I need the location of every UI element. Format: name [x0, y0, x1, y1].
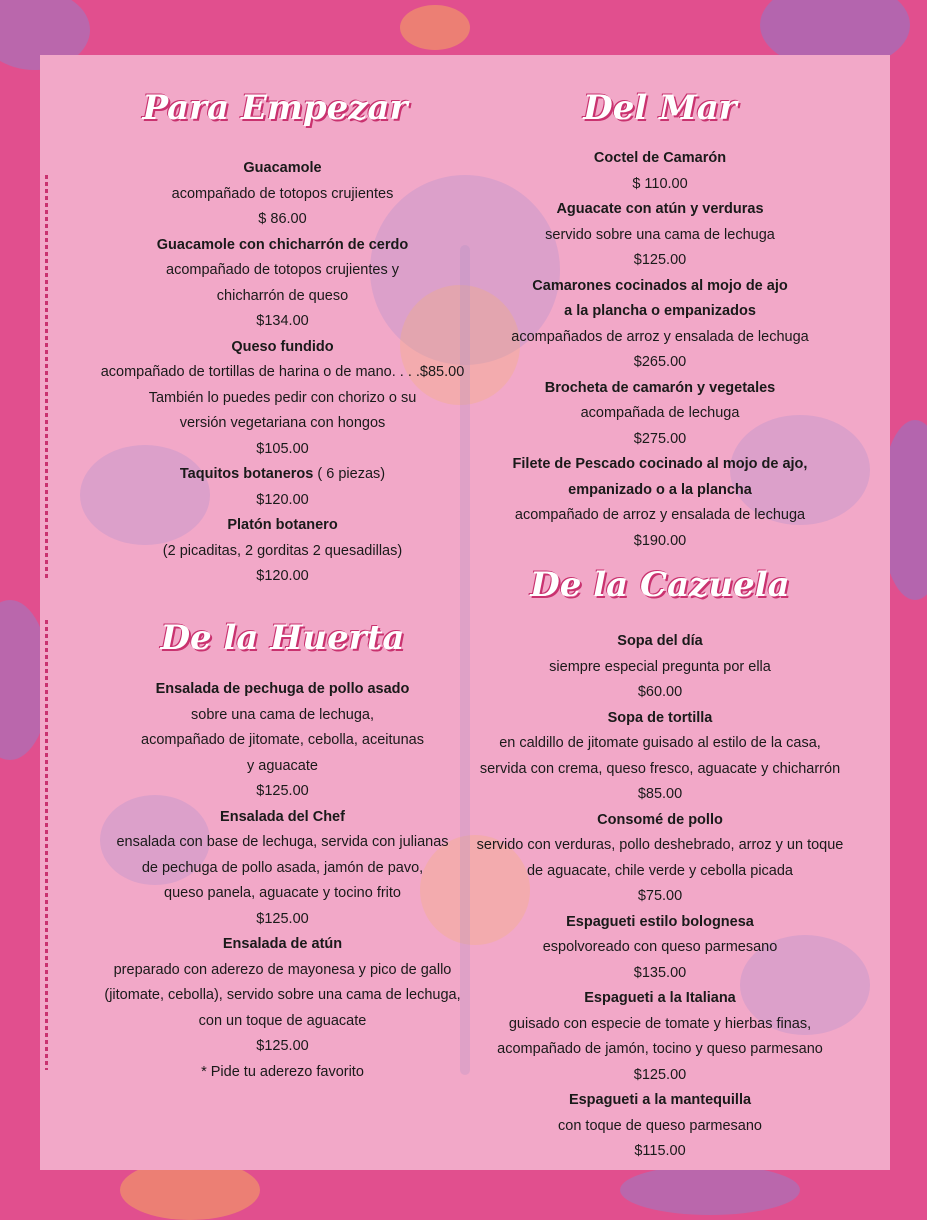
- menu-item-line: [45, 411, 520, 437]
- menu-line-text: $275.00: [633, 430, 687, 447]
- menu-line-text: acompañado de arroz y ensalada de lechuga: [514, 507, 806, 523]
- menu-line-text: $265.00: [633, 354, 687, 370]
- menu-item-line: [455, 1114, 865, 1140]
- menu-item-line: [455, 1012, 865, 1038]
- menu-item-line: [455, 1063, 865, 1089]
- menu-line-text: (jitomate, cebolla), servido sobre una cama de lechuga,: [104, 987, 461, 1003]
- menu-item-name: [455, 452, 865, 478]
- menu-item-line: [45, 856, 520, 882]
- menu-item-line: [455, 1037, 865, 1063]
- menu-item-line: [455, 223, 865, 249]
- menu-item-line: [45, 779, 520, 805]
- menu-item-name: [45, 462, 520, 488]
- menu-item-line: [455, 248, 865, 274]
- menu-line-text: Espagueti estilo bolognesa: [566, 913, 754, 930]
- menu-item-line: [455, 859, 865, 885]
- menu-line-text: a la plancha o empanizados: [564, 303, 756, 319]
- menu-line-text: $ 110.00: [632, 175, 688, 192]
- menu-item-name: [455, 986, 865, 1012]
- menu-line-text: Brocheta de camarón y vegetales: [544, 379, 776, 396]
- menu-item-line: [45, 728, 520, 754]
- menu-item-line: [455, 935, 865, 961]
- heading-de-la-cazuela: De la Cazuela: [530, 565, 790, 605]
- menu-line-text: Ensalada del Chef: [220, 808, 345, 825]
- menu-line-text: acompañado de jitomate, cebolla, aceitunas: [141, 732, 424, 748]
- menu-line-text: servido con verduras, pollo deshebrado, arroz y un toque: [476, 837, 844, 853]
- menu-item-name: [455, 706, 865, 732]
- menu-item-line: [455, 757, 865, 783]
- menu-item-line: [45, 754, 520, 780]
- menu-item-line: [455, 503, 865, 529]
- menu-item-name: [455, 808, 865, 834]
- menu-line-text: Camarones cocinados al mojo de ajo: [532, 277, 788, 294]
- menu-line-text: preparado con aderezo de mayonesa y pico de gallo: [113, 961, 452, 978]
- menu-item-line: [455, 529, 865, 555]
- menu-line-text: ensalada con base de lechuga, servida con julianas: [116, 834, 449, 850]
- menu-line-text: acompañado de totopos crujientes: [171, 185, 394, 202]
- menu-item-name: [455, 197, 865, 223]
- menu-line-text: empanizado o a la plancha: [568, 481, 752, 498]
- menu-item-line: [45, 983, 520, 1009]
- menu-line-text: Espagueti a la Italiana: [584, 990, 736, 1006]
- heading-para-empezar: Para Empezar: [142, 88, 408, 128]
- menu-item-name: [455, 629, 865, 655]
- menu-line-text: Guacamole con chicharrón de cerdo: [156, 236, 409, 253]
- menu-line-text: Consomé de pollo: [597, 811, 723, 828]
- menu-item-line: [45, 539, 520, 565]
- menu-line-text: También lo puedes pedir con chorizo o su: [148, 389, 417, 406]
- menu-line-text: chicharrón de queso: [216, 287, 349, 304]
- menu-item-line: [455, 680, 865, 706]
- menu-item-name: [455, 478, 865, 504]
- heading-del-mar: Del Mar: [583, 88, 737, 128]
- menu-line-text: servido sobre una cama de lechuga: [545, 226, 775, 243]
- menu-item-line: [455, 782, 865, 808]
- menu-line-text: Guacamole: [243, 160, 322, 176]
- menu-line-text: con toque de queso parmesano: [558, 1117, 762, 1134]
- menu-line-text: (2 picaditas, 2 gorditas 2 quesadillas): [162, 542, 403, 559]
- menu-item-name: [455, 146, 865, 172]
- menu-item-line: [45, 1060, 520, 1086]
- menu-item-line: [455, 325, 865, 351]
- menu-line-text: $135.00: [633, 964, 687, 981]
- menu-line-text: $120.00: [256, 568, 309, 584]
- menu-item-name: [45, 233, 520, 259]
- menu-item-name: [45, 677, 520, 703]
- menu-item-name: [455, 299, 865, 325]
- menu-line-text: * Pide tu aderezo favorito: [201, 1063, 364, 1080]
- menu-item-line: [45, 907, 520, 933]
- menu-item-name: [45, 156, 520, 182]
- menu-item-name: [45, 932, 520, 958]
- menu-line-text: $115.00: [634, 1143, 686, 1159]
- menu-item-name: [45, 513, 520, 539]
- menu-line-text: Coctel de Camarón: [593, 150, 727, 166]
- menu-item-line: [45, 258, 520, 284]
- menu-line-text: $60.00: [637, 684, 683, 700]
- menu-line-text: siempre especial pregunta por ella: [549, 658, 771, 675]
- heading-de-la-huerta: De la Huerta: [160, 618, 405, 658]
- menu-item-line: [45, 488, 520, 514]
- section-de-la-huerta: [45, 677, 520, 1085]
- menu-line-suffix: ( 6 piezas): [313, 466, 386, 482]
- menu-item-line: [455, 961, 865, 987]
- menu-line-text: Filete de Pescado cocinado al mojo de ajo,: [512, 456, 808, 472]
- menu-line-text: queso panela, aguacate y tocino frito: [164, 885, 401, 901]
- menu-line-text: acompañado de totopos crujientes y: [166, 262, 399, 278]
- menu-line-text: $105.00: [256, 440, 309, 457]
- menu-item-line: [455, 731, 865, 757]
- menu-line-text: $125.00: [633, 252, 687, 268]
- menu-line-text: Queso fundido: [231, 338, 334, 355]
- menu-line-text: de aguacate, chile verde y cebolla picada: [526, 862, 793, 879]
- menu-line-text: $125.00: [256, 783, 309, 799]
- menu-item-line: [45, 182, 520, 208]
- menu-line-text: versión vegetariana con hongos: [179, 415, 386, 431]
- menu-item-line: [45, 830, 520, 856]
- menu-item-name: [455, 274, 865, 300]
- menu-item-name: [455, 1088, 865, 1114]
- menu-line-text: espolvoreado con queso parmesano: [542, 939, 778, 955]
- menu-line-text: $85.00: [637, 786, 683, 802]
- menu-item-line: [45, 881, 520, 907]
- menu-line-text: en caldillo de jitomate guisado al estilo de la casa,: [499, 735, 821, 751]
- menu-item-line: [455, 350, 865, 376]
- menu-line-text: $120.00: [256, 491, 309, 508]
- menu-line-text: $125.00: [633, 1066, 687, 1083]
- menu-line-text: $134.00: [256, 313, 309, 329]
- section-de-la-cazuela: [455, 629, 865, 1165]
- menu-line-text: con un toque de aguacate: [198, 1012, 367, 1029]
- menu-item-line: [45, 1009, 520, 1035]
- menu-item-line: [455, 1139, 865, 1165]
- menu-item-name: [45, 805, 520, 831]
- menu-item-line: [45, 386, 520, 412]
- background-flower-decoration: [620, 1165, 800, 1215]
- menu-line-text: Ensalada de atún: [222, 936, 343, 952]
- menu-line-text: Sopa del día: [617, 633, 703, 649]
- menu-item-line: [455, 427, 865, 453]
- menu-line-text: Sopa de tortilla: [607, 709, 713, 726]
- menu-line-text: sobre una cama de lechuga,: [191, 706, 374, 723]
- menu-item-name: [455, 376, 865, 402]
- menu-item-line: [455, 655, 865, 681]
- menu-line-text: $190.00: [633, 532, 687, 549]
- menu-item-line: [455, 401, 865, 427]
- menu-line-text: $125.00: [256, 1038, 309, 1054]
- menu-line-text: $ 86.00: [258, 211, 307, 227]
- menu-item-line: [45, 360, 520, 386]
- menu-item-line: [45, 1034, 520, 1060]
- menu-line-text: acompañado de tortillas de harina o de mano. . . .$85.00: [100, 364, 465, 380]
- menu-line-text: acompañados de arroz y ensalada de lechuga: [511, 328, 809, 345]
- menu-line-text: de pechuga de pollo asada, jamón de pavo,: [141, 859, 424, 876]
- menu-item-line: [455, 172, 865, 198]
- menu-item-line: [45, 437, 520, 463]
- menu-item-name: [45, 335, 520, 361]
- menu-line-text: $75.00: [637, 888, 683, 904]
- menu-line-text: Aguacate con atún y verduras: [556, 201, 764, 217]
- menu-item-line: [45, 207, 520, 233]
- menu-item-line: [45, 309, 520, 335]
- menu-item-line: [45, 284, 520, 310]
- menu-line-text: acompañado de jamón, tocino y queso parmesano: [497, 1041, 823, 1057]
- menu-line-text: y aguacate: [247, 757, 318, 774]
- menu-line-text: acompañada de lechuga: [580, 405, 740, 421]
- menu-line-text: Espagueti a la mantequilla: [568, 1092, 752, 1108]
- menu-item-line: [45, 564, 520, 590]
- menu-line-text: Platón botanero: [227, 517, 338, 533]
- menu-line-text: Ensalada de pechuga de pollo asado: [155, 681, 410, 697]
- menu-line-text: guisado con especie de tomate y hierbas finas,: [508, 1015, 812, 1032]
- menu-item-line: [455, 833, 865, 859]
- background-flower-decoration: [400, 5, 470, 50]
- menu-line-text: Taquitos botaneros: [179, 466, 314, 482]
- menu-item-line: [45, 703, 520, 729]
- section-para-empezar: [45, 156, 520, 590]
- menu-item-line: [45, 958, 520, 984]
- section-del-mar: [455, 146, 865, 554]
- menu-line-text: $125.00: [256, 910, 309, 927]
- menu-line-text: servida con crema, queso fresco, aguacate y chicharrón: [479, 760, 841, 777]
- menu-item-name: [455, 910, 865, 936]
- menu-item-line: [455, 884, 865, 910]
